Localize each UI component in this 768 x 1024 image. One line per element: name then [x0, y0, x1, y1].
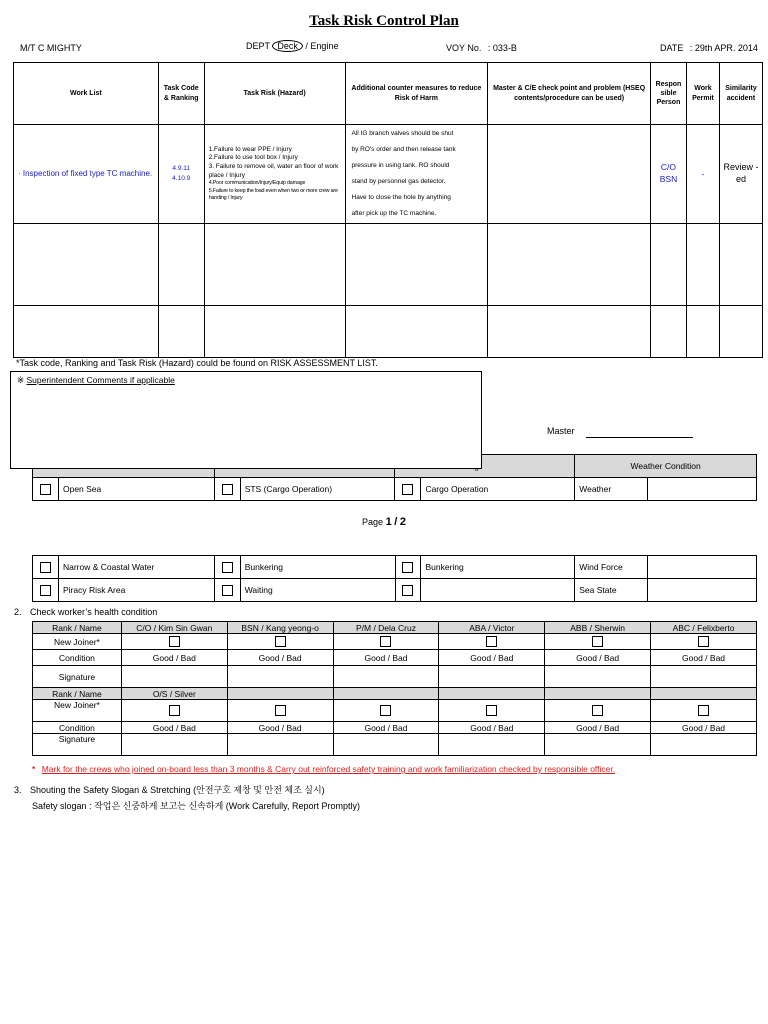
crew-name: ABA / Victor [439, 622, 545, 634]
signature-cell[interactable] [439, 666, 545, 688]
narrow-water-checkbox[interactable] [40, 562, 51, 573]
counter-measures: All IG branch valves should be shut by RO's order and then release tank pressure in using tank. RO should stand by personnel gas detector. Have to close the hole by anything after pick up the TC machine. [345, 125, 488, 224]
page-number: Page 1 / 2 [362, 516, 406, 528]
new-joiner-checkbox[interactable] [592, 705, 603, 716]
col-counter-measures: Additional counter measures to reduce Risk of Harm [345, 63, 488, 125]
wind-force-value[interactable] [648, 556, 757, 579]
new-joiner-note: * Mark for the crews who joined on-board less than 3 months & Carry out reinforced safety training and work familiarization checked by responsible officer. [32, 764, 616, 774]
table-row [14, 125, 763, 224]
piracy-label: Piracy Risk Area [58, 579, 214, 602]
signature-cell[interactable] [121, 734, 227, 756]
signature-cell[interactable] [651, 734, 757, 756]
wind-force-label: Wind Force [575, 556, 648, 579]
section-2-heading: 2. Check worker’s health condition [14, 607, 158, 617]
weather-condition-header: Weather Condition [575, 455, 757, 478]
waiting-checkbox[interactable] [222, 585, 233, 596]
condition-grid-bottom [32, 555, 757, 602]
sea-state-value[interactable] [648, 579, 757, 602]
responsible-person: C/O BSN [651, 125, 687, 224]
open-sea-checkbox[interactable] [40, 484, 51, 495]
document-title: Task Risk Control Plan [309, 13, 459, 29]
signature-cell[interactable] [545, 734, 651, 756]
signature-cell[interactable] [333, 666, 439, 688]
cargo-operation-label: Cargo Operation [421, 478, 575, 501]
crew-name: ABC / Felixberto [651, 622, 757, 634]
sea-state-label: Sea State [575, 579, 648, 602]
section-3-heading: 3. Shouting the Safety Slogan & Stretching (안전구호 제창 및 안전 체조 실시) [14, 785, 325, 795]
new-joiner-checkbox[interactable] [275, 705, 286, 716]
bunkering-label: Bunkering [240, 556, 395, 579]
signature-row: Signature [33, 666, 757, 688]
rank-row: Rank / Name C/O / Kim Sin Gwan BSN / Kang yeong-o P/M / Dela Cruz ABA / Victor ABB / Sherwin ABC / Felixberto [33, 622, 757, 634]
grid-row [33, 478, 757, 501]
condition-option[interactable]: Good / Bad [227, 722, 333, 734]
condition-row: Condition Good / Bad Good / Bad Good / Bad Good / Bad Good / Bad Good / Bad [33, 650, 757, 666]
work-permit: - [686, 125, 719, 224]
crew-name: BSN / Kang yeong-o [227, 622, 333, 634]
similarity-accident: Review -ed [719, 125, 762, 224]
dept-engine: Engine [310, 41, 339, 51]
master-signature-line[interactable] [586, 437, 693, 438]
dept-field: DEPT Deck / Engine [246, 41, 339, 51]
superintendent-comments-box[interactable] [10, 371, 482, 469]
dept-label: DEPT [246, 41, 270, 51]
new-joiner-checkbox[interactable] [169, 705, 180, 716]
new-joiner-checkbox[interactable] [486, 636, 497, 647]
condition-option[interactable]: Good / Bad [439, 722, 545, 734]
condition-option[interactable]: Good / Bad [121, 722, 227, 734]
grid-row [33, 579, 757, 602]
new-joiner-checkbox[interactable] [169, 636, 180, 647]
bunkering-op-checkbox[interactable] [402, 562, 413, 573]
check-point-cell [488, 125, 651, 224]
signature-cell[interactable] [651, 666, 757, 688]
col-work-list: Work List [14, 63, 159, 125]
weather-value[interactable] [648, 478, 757, 501]
sts-label: STS (Cargo Operation) [240, 478, 395, 501]
new-joiner-row: New Joiner* [33, 700, 757, 722]
col-check-point: Master & C/E check point and problem (HSEQ contents/procedure can be used) [488, 63, 651, 125]
crew-name: P/M / Dela Cruz [333, 622, 439, 634]
grid-row [33, 556, 757, 579]
signature-cell[interactable] [545, 666, 651, 688]
narrow-water-label: Narrow & Coastal Water [58, 556, 214, 579]
condition-row: Condition Good / Bad Good / Bad Good / Bad Good / Bad Good / Bad Good / Bad [33, 722, 757, 734]
condition-option[interactable]: Good / Bad [651, 722, 757, 734]
health-condition-table [32, 621, 757, 756]
condition-option[interactable]: Good / Bad [333, 722, 439, 734]
condition-option[interactable]: Good / Bad [333, 650, 439, 666]
condition-option[interactable]: Good / Bad [545, 650, 651, 666]
col-similarity: Similarity accident [719, 63, 762, 125]
new-joiner-checkbox[interactable] [275, 636, 286, 647]
new-joiner-checkbox[interactable] [380, 636, 391, 647]
cargo-operation-checkbox[interactable] [402, 484, 413, 495]
work-item: · Inspection of fixed type TC machine. [14, 125, 159, 224]
new-joiner-row: New Joiner* [33, 634, 757, 650]
condition-option[interactable]: Good / Bad [545, 722, 651, 734]
signature-cell[interactable] [439, 734, 545, 756]
table-row [14, 224, 763, 306]
signature-cell[interactable] [227, 666, 333, 688]
task-code: 4.9.11 4.10.9 [158, 125, 204, 224]
extra-checkbox[interactable] [402, 585, 413, 596]
condition-option[interactable]: Good / Bad [651, 650, 757, 666]
col-work-permit: Work Permit [686, 63, 719, 125]
dept-deck-circled: Deck [272, 40, 303, 52]
task-risk: 1.Failure to wear PPE / Injury 2.Failure to use tool box / Injury 3. Failure to remove oil, water an floor of work place / Injury 4.Poor communication/Injury/Equip damage 5.Failure to keep the load even when two or more crew are handing / Injury [204, 125, 345, 224]
col-task-code: Task Code & Ranking [158, 63, 204, 125]
signature-cell[interactable] [333, 734, 439, 756]
safety-slogan: Safety slogan : 작업은 신중하게 보고는 신속하게 (Work Carefully, Report Promptly) [32, 801, 360, 811]
bunkering-checkbox[interactable] [222, 562, 233, 573]
date-field: DATE : 29th APR. 2014 [660, 43, 758, 53]
new-joiner-checkbox[interactable] [698, 705, 709, 716]
vessel-name: M/T C MIGHTY [20, 43, 82, 53]
open-sea-label: Open Sea [58, 478, 214, 501]
crew-name: O/S / Silver [121, 688, 227, 700]
signature-row: Signature [33, 734, 757, 756]
new-joiner-checkbox[interactable] [592, 636, 603, 647]
table-header-row [14, 63, 763, 125]
risk-table [13, 62, 763, 358]
voy-field: VOY No. : 033-B [446, 43, 517, 53]
condition-option[interactable]: Good / Bad [439, 650, 545, 666]
crew-name: C/O / Kim Sin Gwan [121, 622, 227, 634]
waiting-label: Waiting [240, 579, 395, 602]
col-task-risk: Task Risk (Hazard) [204, 63, 345, 125]
rank-row: Rank / Name O/S / Silver [33, 688, 757, 700]
new-joiner-checkbox[interactable] [380, 705, 391, 716]
table-row [14, 306, 763, 358]
superintendent-label: Superintendent Comments if applicable [26, 375, 175, 385]
new-joiner-checkbox[interactable] [486, 705, 497, 716]
signature-cell[interactable] [227, 734, 333, 756]
master-label: Master [547, 426, 575, 436]
signature-cell[interactable] [121, 666, 227, 688]
condition-option[interactable]: Good / Bad [227, 650, 333, 666]
condition-option[interactable]: Good / Bad [121, 650, 227, 666]
section-3 [14, 782, 360, 814]
reference-mark: ※ [17, 375, 25, 385]
col-responsible: Respon sible Person [651, 63, 687, 125]
sts-checkbox[interactable] [222, 484, 233, 495]
crew-name: ABB / Sherwin [545, 622, 651, 634]
risk-list-note: *Task code, Ranking and Task Risk (Hazard) could be found on RISK ASSESSMENT LIST. [16, 358, 378, 368]
bunkering-op-label: Bunkering [421, 556, 575, 579]
new-joiner-checkbox[interactable] [698, 636, 709, 647]
piracy-checkbox[interactable] [40, 585, 51, 596]
weather-label: Weather [575, 478, 648, 501]
